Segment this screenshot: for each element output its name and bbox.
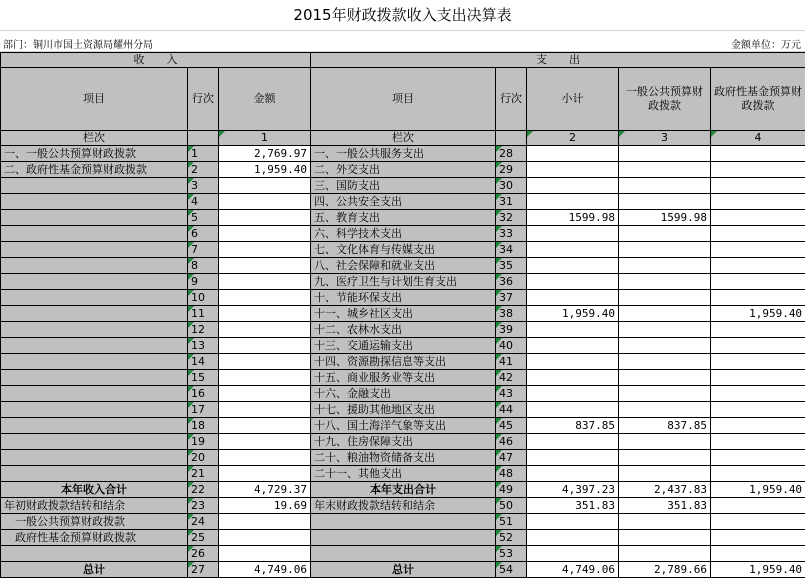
expense-row-no: 40 <box>496 338 527 354</box>
general-budget-amount <box>619 402 711 418</box>
income-amount: 2,769.97 <box>219 146 311 162</box>
gov-fund-amount <box>711 530 805 546</box>
gov-fund-amount <box>711 194 805 210</box>
income-amount: 4,729.37 <box>219 482 311 498</box>
income-item <box>1 194 188 210</box>
subtotal-amount: 4,749.06 <box>527 562 619 578</box>
expense-row-no: 37 <box>496 290 527 306</box>
expense-row-no: 52 <box>496 530 527 546</box>
subtotal-amount <box>527 546 619 562</box>
expense-item: 年末财政拨款结转和结余 <box>311 498 496 514</box>
general-budget-amount <box>619 530 711 546</box>
subtotal-amount <box>527 402 619 418</box>
income-item: 本年收入合计 <box>1 482 188 498</box>
expense-row-no: 41 <box>496 354 527 370</box>
table-row <box>1 354 805 370</box>
expense-item <box>311 514 496 530</box>
income-item-header: 项目 <box>1 68 188 131</box>
general-budget-amount <box>619 514 711 530</box>
expense-item: 三、国防支出 <box>311 178 496 194</box>
expense-row-no: 36 <box>496 274 527 290</box>
table-row <box>1 338 805 354</box>
table-row <box>1 402 805 418</box>
income-row-no: 8 <box>188 258 219 274</box>
income-row-no: 10 <box>188 290 219 306</box>
expense-item: 十五、商业服务业等支出 <box>311 370 496 386</box>
gov-fund-amount <box>711 386 805 402</box>
subtotal-amount: 1599.98 <box>527 210 619 226</box>
subtotal-amount: 1,959.40 <box>527 306 619 322</box>
gov-fund-amount <box>711 418 805 434</box>
gov-fund-amount: 1,959.40 <box>711 482 805 498</box>
subtotal-amount <box>527 178 619 194</box>
expense-header: 支 出 <box>311 53 805 68</box>
general-budget-header: 一般公共预算财政拨款 <box>619 68 711 131</box>
gov-fund-amount <box>711 402 805 418</box>
income-row-no: 24 <box>188 514 219 530</box>
carry-row <box>1 498 805 514</box>
income-amount <box>219 354 311 370</box>
income-item <box>1 322 188 338</box>
income-row-no: 16 <box>188 386 219 402</box>
income-amount <box>219 402 311 418</box>
table-row <box>1 386 805 402</box>
subtotal-amount <box>527 258 619 274</box>
income-row-no: 27 <box>188 562 219 578</box>
expense-item: 二十一、其他支出 <box>311 466 496 482</box>
income-item <box>1 178 188 194</box>
gov-fund-amount <box>711 322 805 338</box>
subtotal-amount <box>527 322 619 338</box>
gov-fund-amount <box>711 546 805 562</box>
income-row-no: 14 <box>188 354 219 370</box>
income-row-no: 19 <box>188 434 219 450</box>
subtotal-amount <box>527 434 619 450</box>
income-row-no: 5 <box>188 210 219 226</box>
income-amount <box>219 450 311 466</box>
income-amount <box>219 466 311 482</box>
table-row <box>1 434 805 450</box>
department-label: 部门：铜川市国土资源局耀州分局 <box>3 36 153 51</box>
subtotal-amount <box>527 370 619 386</box>
income-item <box>1 274 188 290</box>
general-budget-amount <box>619 434 711 450</box>
expense-item: 本年支出合计 <box>311 482 496 498</box>
gov-fund-amount <box>711 338 805 354</box>
general-budget-amount <box>619 322 711 338</box>
income-amount <box>219 210 311 226</box>
income-row-no: 17 <box>188 402 219 418</box>
subtotal-amount <box>527 354 619 370</box>
subtotal-amount <box>527 530 619 546</box>
income-row-no: 13 <box>188 338 219 354</box>
table-row <box>1 178 805 194</box>
subtotal-amount: 837.85 <box>527 418 619 434</box>
expense-row-no: 30 <box>496 178 527 194</box>
general-budget-amount <box>619 466 711 482</box>
income-amount <box>219 322 311 338</box>
expense-item: 九、医疗卫生与计划生育支出 <box>311 274 496 290</box>
table-row <box>1 258 805 274</box>
income-row-no: 25 <box>188 530 219 546</box>
general-budget-amount <box>619 242 711 258</box>
income-item: 年初财政拨款结转和结余 <box>1 498 188 514</box>
income-amount <box>219 226 311 242</box>
expense-row-no: 34 <box>496 242 527 258</box>
table-row <box>1 210 805 226</box>
general-budget-amount: 2,789.66 <box>619 562 711 578</box>
income-row-no: 15 <box>188 370 219 386</box>
income-item <box>1 306 188 322</box>
expense-rowno-header: 行次 <box>496 68 527 131</box>
expense-item-header: 项目 <box>311 68 496 131</box>
general-budget-amount <box>619 290 711 306</box>
subtotal-amount: 4,397.23 <box>527 482 619 498</box>
income-item <box>1 210 188 226</box>
expense-item: 八、社会保障和就业支出 <box>311 258 496 274</box>
income-item: 总计 <box>1 562 188 578</box>
gov-fund-amount <box>711 146 805 162</box>
income-row-no: 11 <box>188 306 219 322</box>
table-row <box>1 194 805 210</box>
page-title: 2015年财政拨款收入支出决算表 <box>0 0 805 30</box>
income-item <box>1 370 188 386</box>
income-row-no: 22 <box>188 482 219 498</box>
subtotal-amount <box>527 242 619 258</box>
income-amount: 1,959.40 <box>219 162 311 178</box>
carry-row <box>1 546 805 562</box>
income-row-no: 1 <box>188 146 219 162</box>
expense-item: 十、节能环保支出 <box>311 290 496 306</box>
income-row-no: 12 <box>188 322 219 338</box>
gov-fund-amount <box>711 354 805 370</box>
income-rowno-header: 行次 <box>188 68 219 131</box>
col-4-label: 4 <box>711 131 805 146</box>
table-row <box>1 242 805 258</box>
expense-item <box>311 546 496 562</box>
gov-fund-amount <box>711 162 805 178</box>
subtotal-amount <box>527 466 619 482</box>
expense-item: 十六、金融支出 <box>311 386 496 402</box>
table-row <box>1 226 805 242</box>
income-amount <box>219 290 311 306</box>
general-budget-amount: 837.85 <box>619 418 711 434</box>
income-item <box>1 242 188 258</box>
general-budget-amount <box>619 178 711 194</box>
table-row <box>1 162 805 178</box>
general-budget-amount <box>619 306 711 322</box>
income-row-no: 23 <box>188 498 219 514</box>
expense-item: 七、文化体育与传媒支出 <box>311 242 496 258</box>
gov-fund-amount: 1,959.40 <box>711 306 805 322</box>
subtotal-amount <box>527 386 619 402</box>
expense-row-no: 51 <box>496 514 527 530</box>
income-amount <box>219 530 311 546</box>
income-row-no: 2 <box>188 162 219 178</box>
income-item <box>1 226 188 242</box>
gov-fund-amount <box>711 242 805 258</box>
gov-fund-amount <box>711 498 805 514</box>
general-budget-amount <box>619 258 711 274</box>
general-budget-amount: 2,437.83 <box>619 482 711 498</box>
expense-item: 十九、住房保障支出 <box>311 434 496 450</box>
expense-item <box>311 530 496 546</box>
income-row-no: 26 <box>188 546 219 562</box>
general-budget-amount: 1599.98 <box>619 210 711 226</box>
expense-item: 四、公共安全支出 <box>311 194 496 210</box>
income-header: 收 入 <box>1 53 311 68</box>
expense-row-no: 42 <box>496 370 527 386</box>
gov-fund-amount <box>711 274 805 290</box>
income-item <box>1 402 188 418</box>
expense-item: 二、外交支出 <box>311 162 496 178</box>
expense-row-no: 38 <box>496 306 527 322</box>
income-amount <box>219 546 311 562</box>
income-item <box>1 466 188 482</box>
expense-row-no: 53 <box>496 546 527 562</box>
general-budget-amount <box>619 162 711 178</box>
expense-row-no: 46 <box>496 434 527 450</box>
col-1-label: 1 <box>219 131 311 146</box>
expense-item: 二十、粮油物资储备支出 <box>311 450 496 466</box>
income-amount-header: 金额 <box>219 68 311 131</box>
subtotal-amount: 351.83 <box>527 498 619 514</box>
income-item <box>1 290 188 306</box>
gov-fund-amount <box>711 514 805 530</box>
income-item: 一、一般公共预算财政拨款 <box>1 146 188 162</box>
col-3-label: 3 <box>619 131 711 146</box>
table-row <box>1 146 805 162</box>
gov-fund-amount <box>711 466 805 482</box>
table-row <box>1 370 805 386</box>
totals-row <box>1 482 805 498</box>
income-item: 一般公共预算财政拨款 <box>1 514 188 530</box>
expense-row-no: 31 <box>496 194 527 210</box>
subtotal-amount <box>527 450 619 466</box>
expense-row-no: 45 <box>496 418 527 434</box>
expense-item: 十七、援助其他地区支出 <box>311 402 496 418</box>
table-row <box>1 418 805 434</box>
header-info-bar <box>0 30 805 52</box>
expense-row-no: 50 <box>496 498 527 514</box>
expense-item: 十三、交通运输支出 <box>311 338 496 354</box>
income-item: 政府性基金预算财政拨款 <box>1 530 188 546</box>
income-row-no: 9 <box>188 274 219 290</box>
expense-item: 总计 <box>311 562 496 578</box>
income-item: 二、政府性基金预算财政拨款 <box>1 162 188 178</box>
income-amount <box>219 242 311 258</box>
subtotal-amount <box>527 194 619 210</box>
general-budget-amount: 351.83 <box>619 498 711 514</box>
income-amount <box>219 274 311 290</box>
expense-item: 一、一般公共服务支出 <box>311 146 496 162</box>
subtotal-amount <box>527 162 619 178</box>
income-row-no: 21 <box>188 466 219 482</box>
subtotal-amount <box>527 146 619 162</box>
general-budget-amount <box>619 370 711 386</box>
table-row <box>1 290 805 306</box>
expense-item: 六、科学技术支出 <box>311 226 496 242</box>
general-budget-amount <box>619 386 711 402</box>
income-amount <box>219 338 311 354</box>
income-item <box>1 386 188 402</box>
income-amount <box>219 386 311 402</box>
income-item <box>1 546 188 562</box>
expense-row-no: 35 <box>496 258 527 274</box>
expense-item: 五、教育支出 <box>311 210 496 226</box>
gov-fund-amount <box>711 370 805 386</box>
income-amount <box>219 306 311 322</box>
expense-row-no: 29 <box>496 162 527 178</box>
subtotal-amount <box>527 226 619 242</box>
expense-row-no: 44 <box>496 402 527 418</box>
general-budget-amount <box>619 274 711 290</box>
expense-column-label: 栏次 <box>311 131 496 146</box>
subtotal-amount <box>527 514 619 530</box>
general-budget-amount <box>619 194 711 210</box>
expense-item: 十八、国土海洋气象等支出 <box>311 418 496 434</box>
income-amount <box>219 434 311 450</box>
gov-fund-amount <box>711 210 805 226</box>
income-item <box>1 434 188 450</box>
table-row <box>1 466 805 482</box>
expense-row-no: 32 <box>496 210 527 226</box>
income-amount <box>219 370 311 386</box>
income-amount <box>219 194 311 210</box>
carry-row <box>1 530 805 546</box>
income-item <box>1 354 188 370</box>
income-amount <box>219 514 311 530</box>
income-row-no: 20 <box>188 450 219 466</box>
general-budget-amount <box>619 546 711 562</box>
income-item <box>1 338 188 354</box>
subtotal-amount <box>527 274 619 290</box>
gov-fund-amount: 1,959.40 <box>711 562 805 578</box>
general-budget-amount <box>619 338 711 354</box>
income-row-no: 18 <box>188 418 219 434</box>
gov-fund-amount <box>711 178 805 194</box>
expense-row-no: 28 <box>496 146 527 162</box>
table-row <box>1 322 805 338</box>
expense-item: 十二、农林水支出 <box>311 322 496 338</box>
expense-row-no: 39 <box>496 322 527 338</box>
income-amount <box>219 178 311 194</box>
expense-row-no: 48 <box>496 466 527 482</box>
expense-item: 十四、资源勘探信息等支出 <box>311 354 496 370</box>
gov-fund-amount <box>711 290 805 306</box>
subtotal-amount <box>527 338 619 354</box>
expense-row-no: 43 <box>496 386 527 402</box>
income-item <box>1 418 188 434</box>
income-amount: 4,749.06 <box>219 562 311 578</box>
expense-row-no: 47 <box>496 450 527 466</box>
table-row <box>1 274 805 290</box>
income-row-no: 6 <box>188 226 219 242</box>
expense-item: 十一、城乡社区支出 <box>311 306 496 322</box>
grand-total-row <box>1 562 805 578</box>
gov-fund-header: 政府性基金预算财政拨款 <box>711 68 805 131</box>
expense-row-no: 54 <box>496 562 527 578</box>
general-budget-amount <box>619 450 711 466</box>
table-row <box>1 306 805 322</box>
gov-fund-amount <box>711 450 805 466</box>
general-budget-amount <box>619 354 711 370</box>
expense-row-no: 49 <box>496 482 527 498</box>
gov-fund-amount <box>711 434 805 450</box>
general-budget-amount <box>619 146 711 162</box>
col-2-label: 2 <box>527 131 619 146</box>
income-row-no: 4 <box>188 194 219 210</box>
subtotal-amount <box>527 290 619 306</box>
carry-row <box>1 514 805 530</box>
income-amount <box>219 418 311 434</box>
income-amount <box>219 258 311 274</box>
income-amount: 19.69 <box>219 498 311 514</box>
table-row <box>1 450 805 466</box>
income-column-label: 栏次 <box>1 131 188 146</box>
income-row-no: 3 <box>188 178 219 194</box>
budget-table <box>0 52 805 578</box>
general-budget-amount <box>619 226 711 242</box>
unit-label: 金额单位：万元 <box>731 36 801 51</box>
income-item <box>1 258 188 274</box>
income-row-no: 7 <box>188 242 219 258</box>
income-item <box>1 450 188 466</box>
expense-row-no: 33 <box>496 226 527 242</box>
gov-fund-amount <box>711 258 805 274</box>
gov-fund-amount <box>711 226 805 242</box>
subtotal-header: 小计 <box>527 68 619 131</box>
